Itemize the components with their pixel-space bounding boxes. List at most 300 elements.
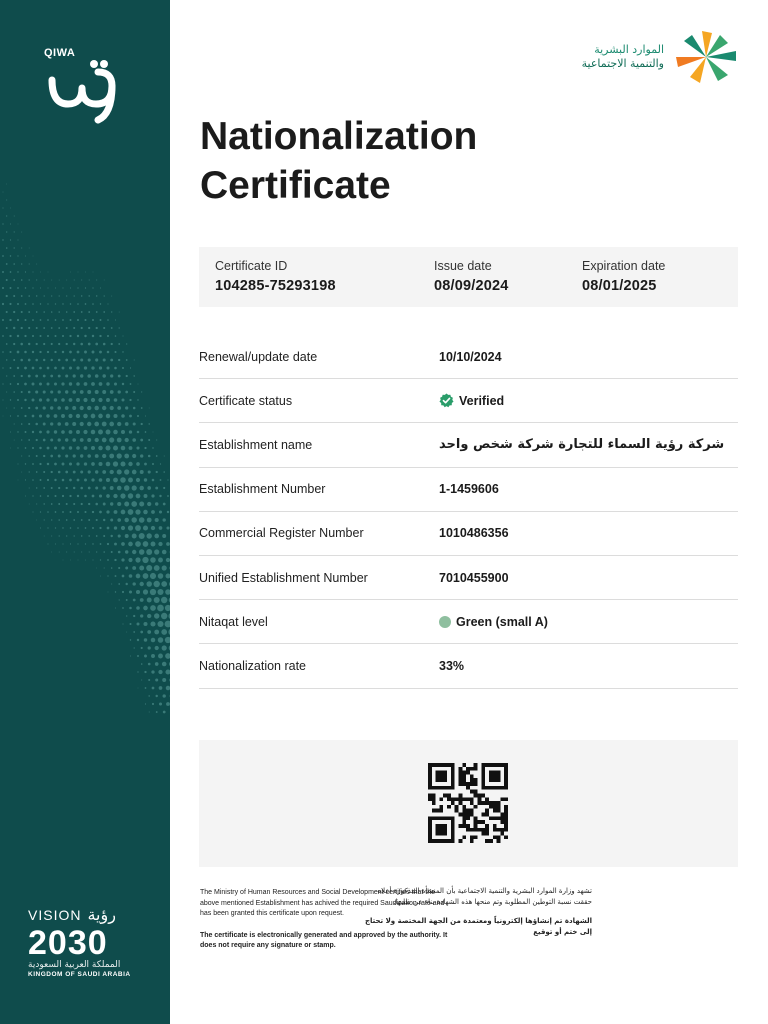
pattern-dot	[69, 479, 72, 482]
pattern-dot	[18, 480, 19, 481]
pattern-dot	[133, 631, 135, 633]
pattern-dot	[74, 535, 75, 536]
pattern-dot	[128, 462, 132, 466]
pattern-dot	[92, 335, 94, 337]
pattern-dot	[66, 343, 68, 345]
pattern-dot	[77, 511, 79, 513]
qiwa-logo	[42, 44, 132, 124]
pattern-dot	[141, 663, 143, 665]
pattern-dot	[32, 495, 33, 496]
pattern-dot	[76, 366, 79, 369]
pattern-dot	[58, 390, 61, 393]
pattern-dot	[162, 662, 167, 667]
pattern-dot	[92, 495, 95, 498]
pattern-dot	[28, 407, 30, 409]
pattern-dot	[99, 494, 102, 497]
pattern-dot	[114, 367, 117, 370]
pattern-dot	[10, 239, 11, 240]
pattern-dot	[13, 327, 15, 329]
pattern-dot	[122, 623, 123, 624]
pattern-dot	[78, 272, 79, 273]
certificate-id-value: 104285-75293198	[215, 278, 336, 294]
pattern-dot	[35, 407, 38, 410]
pattern-dot	[61, 430, 65, 434]
pattern-dot	[88, 503, 90, 505]
pattern-dot	[2, 319, 4, 321]
pattern-dot	[88, 470, 91, 473]
pattern-dot	[2, 351, 4, 353]
pattern-dot	[54, 382, 57, 385]
pattern-dot	[145, 687, 147, 689]
pattern-dot	[147, 533, 152, 538]
pattern-dot	[163, 503, 166, 506]
pattern-dot	[84, 446, 88, 450]
pattern-dot	[29, 248, 30, 249]
pattern-dot	[2, 239, 3, 240]
pattern-dot	[136, 494, 141, 499]
pattern-dot	[147, 614, 151, 618]
pattern-dot	[21, 247, 22, 248]
pattern-dot	[80, 374, 83, 377]
pattern-dot	[51, 295, 52, 296]
pattern-dot	[58, 487, 60, 489]
pattern-dot	[3, 192, 4, 193]
pattern-dot	[168, 629, 170, 636]
pattern-dot	[162, 645, 167, 650]
pattern-dot	[13, 263, 15, 265]
pattern-dot	[36, 295, 37, 296]
pattern-dot	[51, 280, 52, 281]
pattern-dot	[58, 455, 61, 458]
pattern-dot	[32, 463, 34, 465]
pattern-dot	[14, 216, 15, 217]
pattern-dot	[154, 534, 159, 539]
pattern-dot	[47, 319, 49, 321]
pattern-dot	[132, 454, 136, 458]
pattern-dot	[106, 478, 110, 482]
pattern-dot	[2, 223, 3, 224]
pattern-dot	[36, 439, 38, 441]
pattern-dot	[39, 447, 41, 449]
pattern-dot	[69, 430, 73, 434]
pattern-dot	[92, 527, 94, 529]
pattern-dot	[74, 280, 75, 281]
pattern-dot	[77, 303, 79, 305]
vision-ksa-arabic: المملكة العربية السعودية	[28, 960, 121, 970]
pattern-dot	[99, 351, 102, 354]
pattern-dot	[167, 479, 168, 480]
pattern-dot	[88, 311, 90, 313]
pattern-dot	[10, 432, 11, 433]
pattern-dot	[114, 351, 116, 353]
pattern-dot	[144, 671, 146, 673]
pattern-dot	[166, 558, 170, 562]
pattern-dot	[99, 382, 103, 386]
pattern-dot	[165, 653, 170, 659]
pattern-dot	[103, 519, 105, 521]
pattern-dot	[84, 366, 87, 369]
pattern-dot	[6, 408, 7, 409]
pattern-dot	[113, 461, 118, 466]
nationalization-rate-value: 33%	[439, 658, 465, 673]
pattern-dot	[10, 399, 11, 400]
pattern-dot	[155, 646, 159, 650]
pattern-dot	[84, 382, 88, 386]
pattern-dot	[166, 526, 169, 529]
pattern-dot	[121, 558, 124, 561]
pattern-dot	[25, 303, 27, 305]
pattern-dot	[77, 543, 78, 544]
pattern-dot	[152, 479, 155, 482]
pattern-dot	[157, 589, 163, 595]
pattern-dot	[39, 335, 41, 337]
pattern-dot	[91, 414, 96, 419]
pattern-dot	[24, 351, 27, 354]
pattern-dot	[44, 280, 45, 281]
pattern-dot	[123, 336, 124, 337]
pattern-dot	[99, 335, 101, 337]
pattern-dot	[81, 327, 83, 329]
verified-check-icon	[439, 393, 454, 408]
pattern-dot	[61, 382, 64, 385]
pattern-dot	[134, 360, 135, 361]
pattern-dot	[122, 351, 123, 352]
pattern-dot	[111, 567, 113, 569]
pattern-dot	[91, 382, 95, 386]
pattern-dot	[55, 319, 57, 321]
pattern-dot	[24, 383, 27, 386]
pattern-dot	[139, 533, 145, 539]
pattern-dot	[81, 503, 83, 505]
pattern-dot	[129, 430, 132, 433]
pattern-dot	[50, 406, 53, 409]
pattern-dot	[110, 470, 114, 474]
pattern-dot	[138, 688, 139, 689]
pattern-dot	[17, 431, 18, 432]
pattern-dot	[118, 359, 120, 361]
pattern-dot	[54, 479, 56, 481]
pattern-dot	[113, 445, 118, 450]
pattern-dot	[70, 272, 71, 273]
certificate-status-value	[439, 393, 504, 408]
pattern-dot	[65, 390, 68, 393]
pattern-dot	[115, 335, 117, 337]
pattern-dot	[136, 462, 140, 466]
pattern-dot	[135, 541, 141, 547]
pattern-dot	[100, 288, 101, 289]
dotted-pattern-decoration	[0, 0, 170, 1024]
pattern-dot	[66, 487, 68, 489]
pattern-dot	[43, 327, 45, 329]
pattern-dot	[119, 312, 120, 313]
pattern-dot	[50, 422, 53, 425]
pattern-dot	[73, 359, 76, 362]
pattern-dot	[151, 526, 155, 530]
pattern-dot	[140, 631, 143, 634]
pattern-dot	[6, 375, 7, 376]
pattern-dot	[165, 589, 170, 595]
pattern-dot	[166, 542, 170, 546]
pattern-dot	[87, 406, 91, 410]
pattern-dot	[21, 472, 22, 473]
pattern-dot	[65, 359, 68, 362]
pattern-dot	[69, 335, 71, 337]
pattern-dot	[91, 398, 95, 402]
pattern-dot	[69, 366, 72, 369]
pattern-dot	[6, 327, 8, 329]
pattern-dot	[70, 560, 71, 561]
pattern-dot	[96, 568, 97, 569]
pattern-dot	[130, 367, 131, 368]
pattern-dot	[66, 552, 67, 553]
pattern-dot	[95, 470, 98, 473]
pattern-dot	[73, 454, 76, 457]
pattern-dot	[132, 470, 137, 475]
pattern-dot	[32, 479, 34, 481]
pattern-dot	[66, 519, 68, 521]
pattern-dot	[69, 382, 72, 385]
pattern-dot	[110, 374, 113, 377]
pattern-dot	[36, 343, 38, 345]
pattern-dot	[121, 430, 125, 434]
pattern-dot	[143, 606, 148, 611]
pattern-dot	[144, 638, 147, 641]
pattern-dot	[62, 527, 63, 528]
pattern-dot	[140, 454, 143, 457]
table-row	[199, 335, 738, 379]
pattern-dot	[18, 224, 19, 225]
pattern-dot	[51, 311, 53, 313]
pattern-dot	[158, 637, 163, 642]
pattern-dot	[88, 358, 91, 361]
pattern-dot	[55, 527, 56, 528]
pattern-dot	[58, 471, 61, 474]
pattern-dot	[25, 287, 26, 288]
pattern-dot	[88, 535, 89, 536]
pattern-dot	[96, 519, 98, 521]
pattern-dot	[2, 207, 3, 208]
pattern-dot	[84, 511, 86, 513]
pattern-dot	[2, 287, 4, 289]
pattern-dot	[81, 535, 82, 536]
pattern-dot	[117, 438, 122, 443]
pattern-dot	[51, 519, 52, 520]
pattern-dot	[159, 510, 162, 513]
pattern-dot	[10, 415, 11, 416]
pattern-dot	[100, 319, 102, 321]
pattern-dot	[43, 375, 46, 378]
pattern-dot	[72, 422, 76, 426]
pattern-dot	[111, 551, 113, 553]
pattern-dot	[152, 463, 154, 465]
pattern-dot	[118, 390, 121, 393]
pattern-dot	[65, 454, 68, 457]
pattern-dot	[14, 440, 15, 441]
pattern-dot	[141, 407, 143, 409]
pattern-dot	[81, 311, 83, 313]
table-row	[199, 644, 738, 688]
pattern-dot	[73, 327, 75, 329]
pattern-dot	[162, 565, 167, 570]
pattern-dot	[88, 327, 90, 329]
pattern-dot	[6, 391, 7, 392]
pattern-dot	[18, 464, 19, 465]
pattern-dot	[158, 558, 163, 563]
pattern-dot	[47, 479, 49, 481]
pattern-dot	[92, 351, 95, 354]
pattern-dot	[69, 446, 72, 449]
pattern-dot	[28, 311, 30, 313]
pattern-dot	[122, 607, 124, 609]
pattern-dot	[36, 520, 37, 521]
pattern-dot	[106, 382, 109, 385]
pattern-dot	[2, 255, 4, 257]
pattern-dot	[83, 414, 88, 419]
pattern-dot	[124, 454, 129, 459]
pattern-dot	[50, 439, 53, 442]
pattern-dot	[130, 623, 132, 625]
table-row	[199, 556, 738, 600]
pattern-dot	[98, 414, 103, 419]
pattern-dot	[62, 479, 65, 482]
pattern-dot	[144, 463, 147, 466]
establishment-number-value: 1-1459606	[439, 482, 499, 497]
pattern-dot	[114, 559, 116, 561]
pattern-dot	[128, 542, 133, 547]
pattern-dot	[9, 303, 11, 305]
pattern-dot	[137, 639, 139, 641]
pattern-dot	[125, 438, 129, 442]
pattern-dot	[133, 599, 136, 602]
pattern-dot	[92, 319, 94, 321]
pattern-dot	[58, 375, 61, 378]
pattern-dot	[10, 367, 12, 369]
green-dot-icon	[439, 616, 451, 628]
pattern-dot	[128, 478, 133, 483]
pattern-dot	[95, 390, 99, 394]
pattern-dot	[163, 471, 165, 473]
pattern-dot	[121, 510, 126, 515]
qr-code[interactable]	[426, 763, 510, 843]
table-row	[199, 600, 738, 644]
pattern-dot	[54, 446, 57, 449]
pattern-dot	[102, 422, 107, 427]
pattern-dot	[25, 271, 26, 272]
pattern-dot	[80, 359, 83, 362]
pattern-dot	[98, 398, 102, 402]
pattern-dot	[119, 599, 120, 600]
issue-date-block	[434, 259, 509, 294]
pattern-dot	[125, 422, 129, 426]
pattern-dot	[51, 487, 53, 489]
pattern-dot	[137, 655, 139, 657]
pattern-dot	[39, 383, 42, 386]
pattern-dot	[40, 495, 42, 497]
pattern-dot	[140, 470, 144, 474]
pattern-dot	[51, 327, 53, 329]
pattern-dot	[66, 280, 67, 281]
certificate-id-block	[215, 259, 336, 294]
pattern-dot	[124, 485, 129, 490]
pattern-dot	[110, 359, 113, 362]
pattern-dot	[100, 576, 101, 577]
nitaqat-level-value	[439, 615, 548, 629]
pattern-dot	[96, 280, 97, 281]
pattern-dot	[40, 479, 42, 481]
pattern-dot	[95, 358, 98, 361]
pattern-dot	[129, 446, 133, 450]
pattern-dot	[18, 240, 19, 241]
pattern-dot	[122, 367, 124, 369]
pattern-dot	[21, 263, 22, 264]
pattern-dot	[13, 375, 15, 377]
pattern-dot	[39, 463, 41, 465]
pattern-dot	[28, 439, 30, 441]
pattern-dot	[121, 542, 125, 546]
pattern-dot	[39, 414, 42, 417]
pattern-dot	[28, 295, 30, 297]
pattern-dot	[125, 567, 128, 570]
pattern-dot	[154, 565, 160, 571]
pattern-dot	[99, 511, 102, 514]
pattern-dot	[58, 519, 60, 521]
pattern-dot	[55, 543, 56, 544]
pattern-dot	[106, 366, 109, 369]
pattern-dot	[167, 511, 169, 513]
pattern-dot	[77, 495, 79, 497]
pattern-dot	[102, 374, 105, 377]
pattern-dot	[25, 431, 27, 433]
pattern-dot	[43, 311, 45, 313]
pattern-dot	[51, 552, 52, 553]
pattern-dot	[114, 398, 118, 402]
pattern-dot	[126, 599, 128, 601]
pattern-dot	[46, 414, 49, 417]
pattern-dot	[109, 422, 114, 427]
pattern-dot	[156, 455, 158, 457]
pattern-dot	[102, 406, 106, 410]
pattern-dot	[159, 702, 162, 705]
pattern-dot	[62, 367, 65, 370]
pattern-dot	[73, 343, 75, 345]
pattern-dot	[65, 438, 68, 441]
pattern-dot	[148, 439, 150, 441]
pattern-dot	[40, 319, 42, 321]
pattern-dot	[65, 406, 69, 410]
pattern-dot	[28, 423, 30, 425]
pattern-dot	[145, 703, 146, 704]
pattern-dot	[106, 398, 110, 402]
pattern-dot	[118, 534, 121, 537]
pattern-dot	[125, 583, 127, 585]
pattern-dot	[150, 573, 156, 579]
pattern-dot	[160, 479, 162, 481]
pattern-dot	[148, 646, 151, 649]
pattern-dot	[84, 319, 86, 321]
pattern-dot	[25, 463, 26, 464]
pattern-dot	[33, 272, 34, 273]
pattern-dot	[47, 463, 49, 465]
pattern-dot	[95, 487, 98, 490]
pattern-dot	[85, 560, 86, 561]
pattern-dot	[80, 422, 84, 426]
pattern-dot	[80, 487, 83, 490]
pattern-dot	[87, 374, 91, 378]
pattern-dot	[40, 287, 41, 288]
page-title: Nationalization Certificate	[200, 115, 478, 207]
pattern-dot	[21, 391, 23, 393]
pattern-dot	[144, 447, 146, 449]
